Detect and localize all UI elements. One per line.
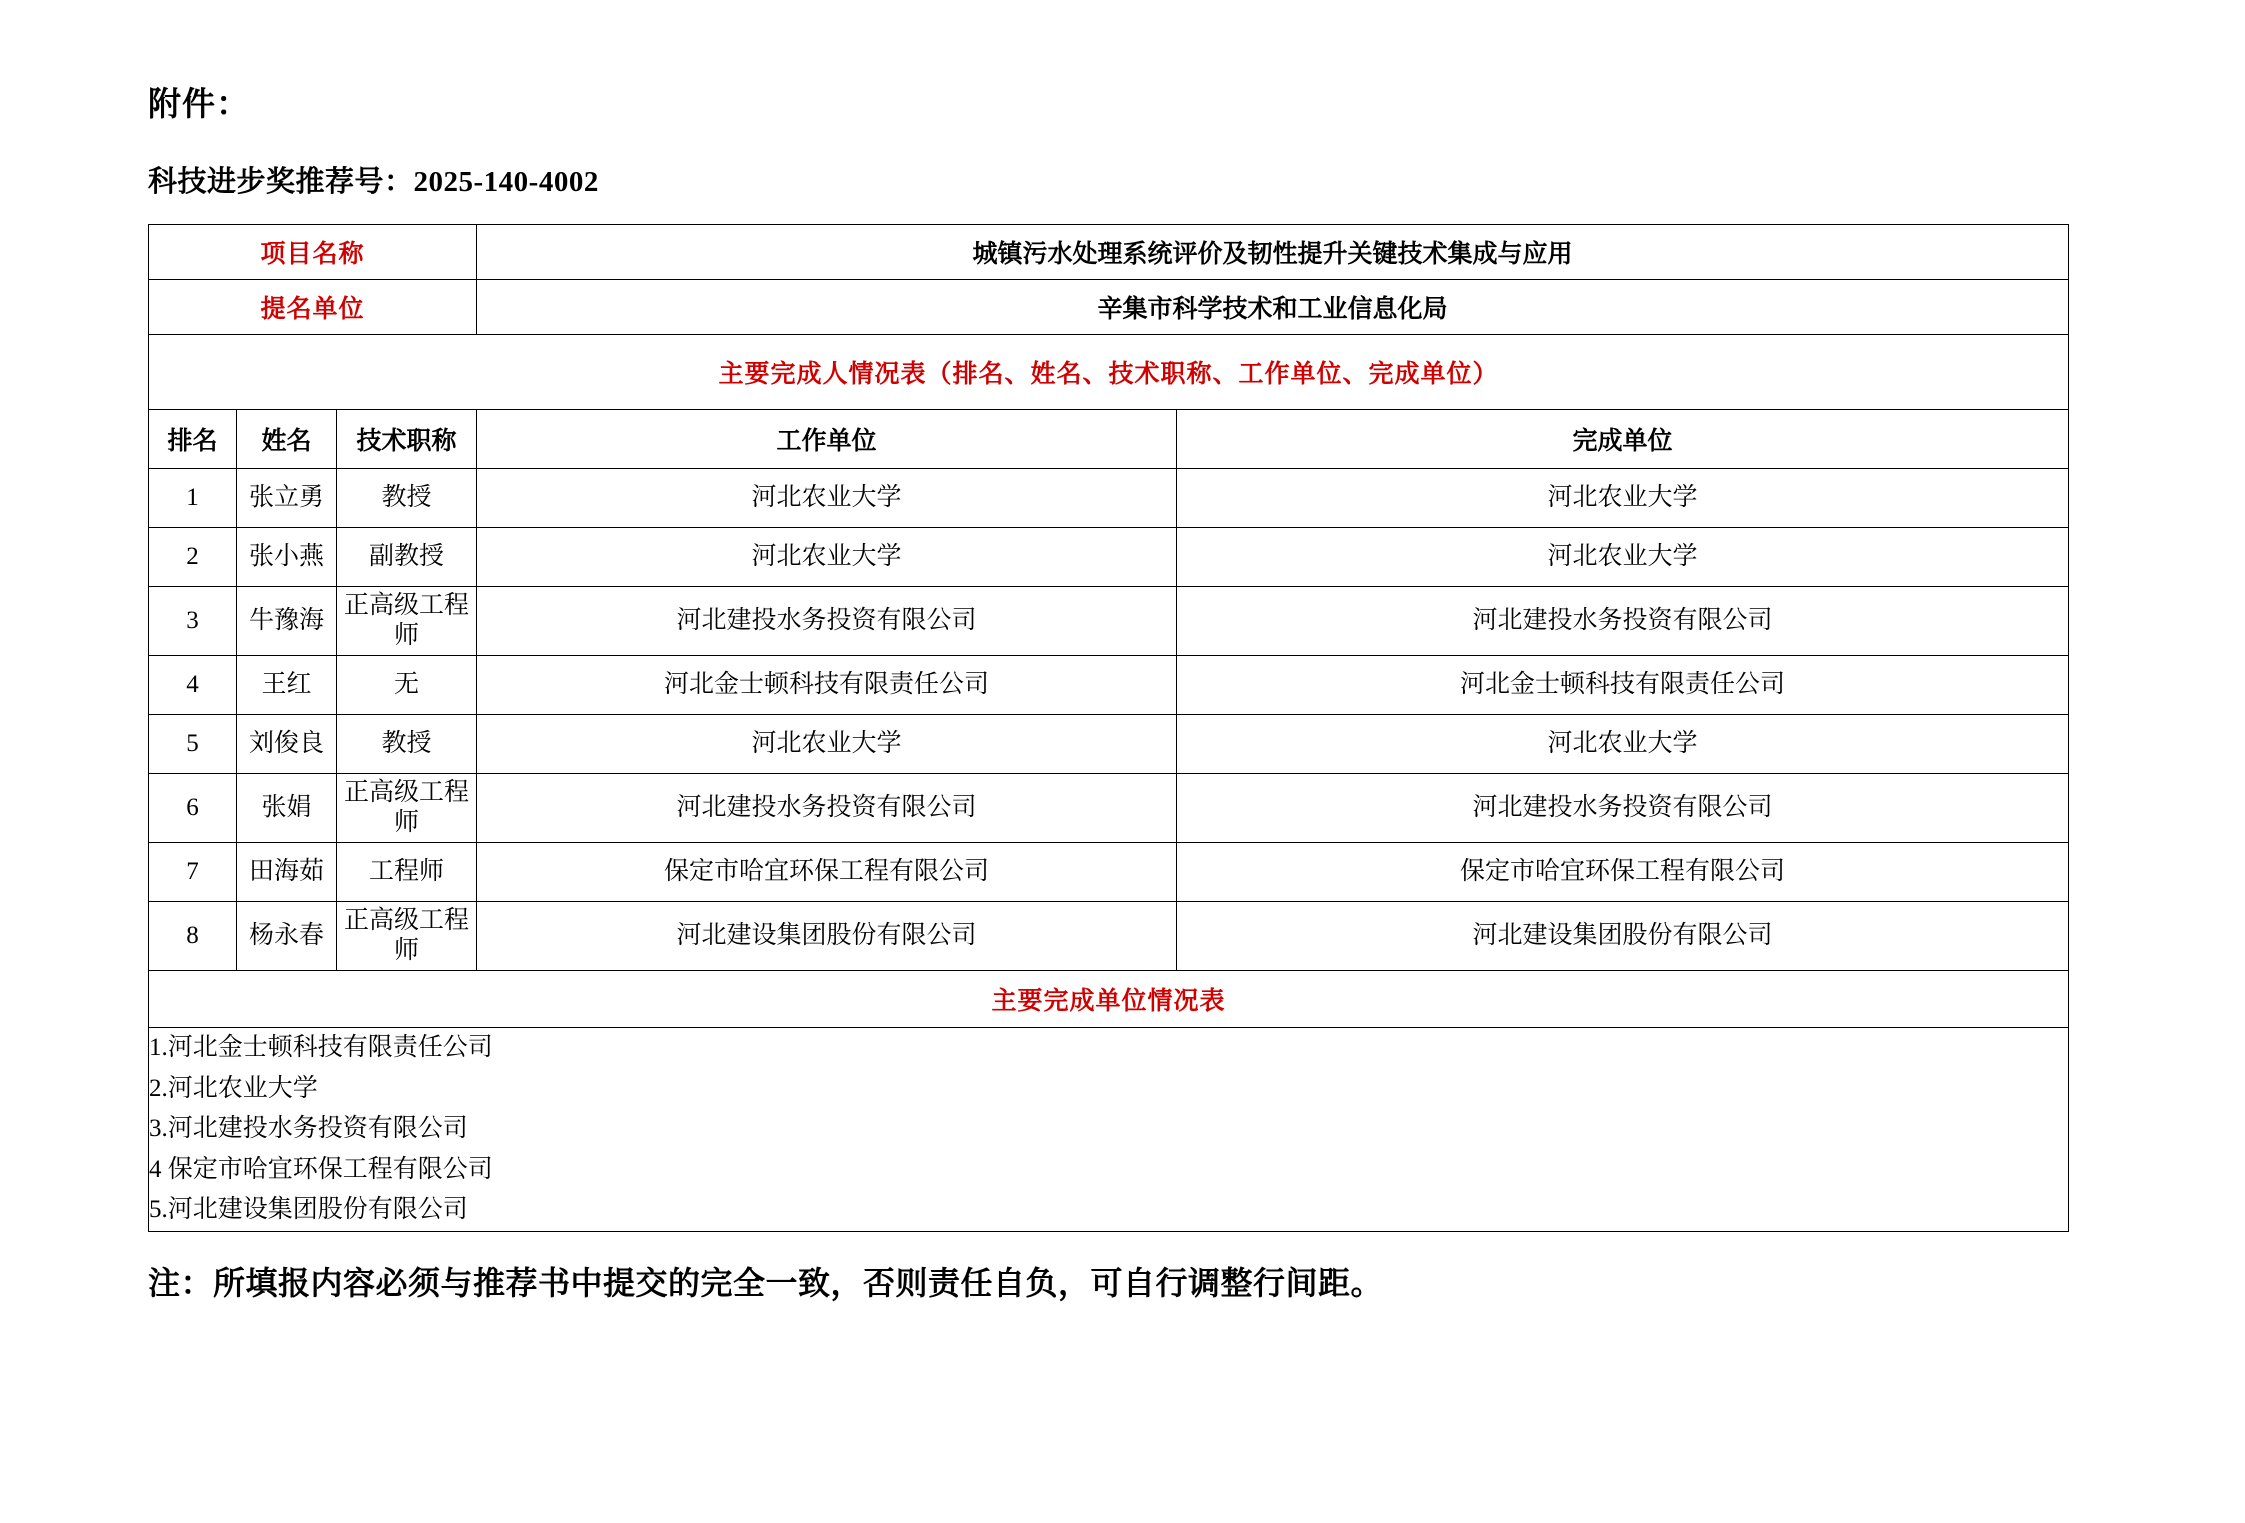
table-row-nominating-unit: [149, 280, 2069, 335]
cell-rank: 7: [149, 843, 237, 902]
cell-name: 牛豫海: [237, 587, 337, 656]
recommendation-line: [148, 159, 2105, 200]
column-header-name: 姓名: [237, 410, 337, 469]
cell-rank: 6: [149, 774, 237, 843]
column-header-work-unit: 工作单位: [477, 410, 1177, 469]
table-row-person-section-title: [149, 335, 2069, 410]
cell-work-unit: 河北农业大学: [477, 528, 1177, 587]
table-row: [149, 774, 2069, 843]
cell-complete-unit: 河北建投水务投资有限公司: [1177, 587, 2069, 656]
cell-title: 教授: [337, 469, 477, 528]
cell-name: 张立勇: [237, 469, 337, 528]
cell-rank: 1: [149, 469, 237, 528]
list-item: 4 保定市哈宜环保工程有限公司: [149, 1155, 493, 1183]
table-row-unit-list: [149, 1028, 2069, 1232]
cell-complete-unit: 河北建设集团股份有限公司: [1177, 902, 2069, 971]
table-row: [149, 528, 2069, 587]
list-item: 1.河北金士顿科技有限责任公司: [149, 1034, 493, 1061]
table-row: [149, 587, 2069, 656]
unit-section-title: 主要完成单位情况表: [149, 971, 2069, 1028]
table-row: [149, 656, 2069, 715]
cell-title: 教授: [337, 715, 477, 774]
cell-work-unit: 河北建设集团股份有限公司: [477, 902, 1177, 971]
cell-name: 刘俊良: [237, 715, 337, 774]
table-row: [149, 902, 2069, 971]
table-row: [149, 469, 2069, 528]
column-header-rank: 排名: [149, 410, 237, 469]
cell-rank: 4: [149, 656, 237, 715]
cell-complete-unit: 保定市哈宜环保工程有限公司: [1177, 843, 2069, 902]
person-section-title: 主要完成人情况表（排名、姓名、技术职称、工作单位、完成单位）: [149, 335, 2069, 410]
list-item: 3.河北建投水务投资有限公司: [149, 1115, 468, 1142]
cell-complete-unit: 河北金士顿科技有限责任公司: [1177, 656, 2069, 715]
cell-name: 张小燕: [237, 528, 337, 587]
footer-note: 注：所填报内容必须与推荐书中提交的完全一致，否则责任自负，可自行调整行间距。: [148, 1264, 1384, 1301]
recommendation-prefix: 科技进步奖推荐号：: [148, 166, 414, 198]
recommendation-number: 2025-140-4002: [413, 166, 599, 198]
cell-work-unit: 河北农业大学: [477, 715, 1177, 774]
cell-complete-unit: 河北农业大学: [1177, 715, 2069, 774]
project-name-value: 城镇污水处理系统评价及韧性提升关键技术集成与应用: [477, 225, 2069, 280]
award-table: [148, 224, 2069, 1232]
cell-work-unit: 河北建投水务投资有限公司: [477, 774, 1177, 843]
document-body: [148, 0, 2105, 1304]
cell-work-unit: 河北农业大学: [477, 469, 1177, 528]
cell-name: 王红: [237, 656, 337, 715]
cell-complete-unit: 河北农业大学: [1177, 469, 2069, 528]
column-header-title: 技术职称: [337, 410, 477, 469]
project-name-label: 项目名称: [149, 225, 477, 280]
table-row-project-name: [149, 225, 2069, 280]
cell-rank: 5: [149, 715, 237, 774]
cell-rank: 8: [149, 902, 237, 971]
cell-title: 正高级工程师: [337, 774, 477, 843]
cell-title: 工程师: [337, 843, 477, 902]
list-item: 2.河北农业大学: [149, 1074, 318, 1102]
list-item: 5.河北建设集团股份有限公司: [149, 1196, 468, 1223]
table-row: [149, 843, 2069, 902]
table-row: [149, 715, 2069, 774]
attachment-label: 附件：: [148, 87, 250, 123]
nominating-unit-value: 辛集市科学技术和工业信息化局: [477, 280, 2069, 335]
cell-title: 无: [337, 656, 477, 715]
cell-title: 正高级工程师: [337, 902, 477, 971]
cell-title: 正高级工程师: [337, 587, 477, 656]
cell-name: 田海茹: [237, 843, 337, 902]
table-row-unit-section-title: [149, 971, 2069, 1028]
cell-rank: 3: [149, 587, 237, 656]
cell-title: 副教授: [337, 528, 477, 587]
nominating-unit-label: 提名单位: [149, 280, 477, 335]
unit-list: [149, 1028, 2069, 1232]
cell-complete-unit: 河北农业大学: [1177, 528, 2069, 587]
cell-rank: 2: [149, 528, 237, 587]
column-header-complete-unit: 完成单位: [1177, 410, 2069, 469]
cell-name: 张娟: [237, 774, 337, 843]
cell-work-unit: 保定市哈宜环保工程有限公司: [477, 843, 1177, 902]
cell-work-unit: 河北建投水务投资有限公司: [477, 587, 1177, 656]
cell-name: 杨永春: [237, 902, 337, 971]
table-row-column-headers: [149, 410, 2069, 469]
cell-complete-unit: 河北建投水务投资有限公司: [1177, 774, 2069, 843]
cell-work-unit: 河北金士顿科技有限责任公司: [477, 656, 1177, 715]
